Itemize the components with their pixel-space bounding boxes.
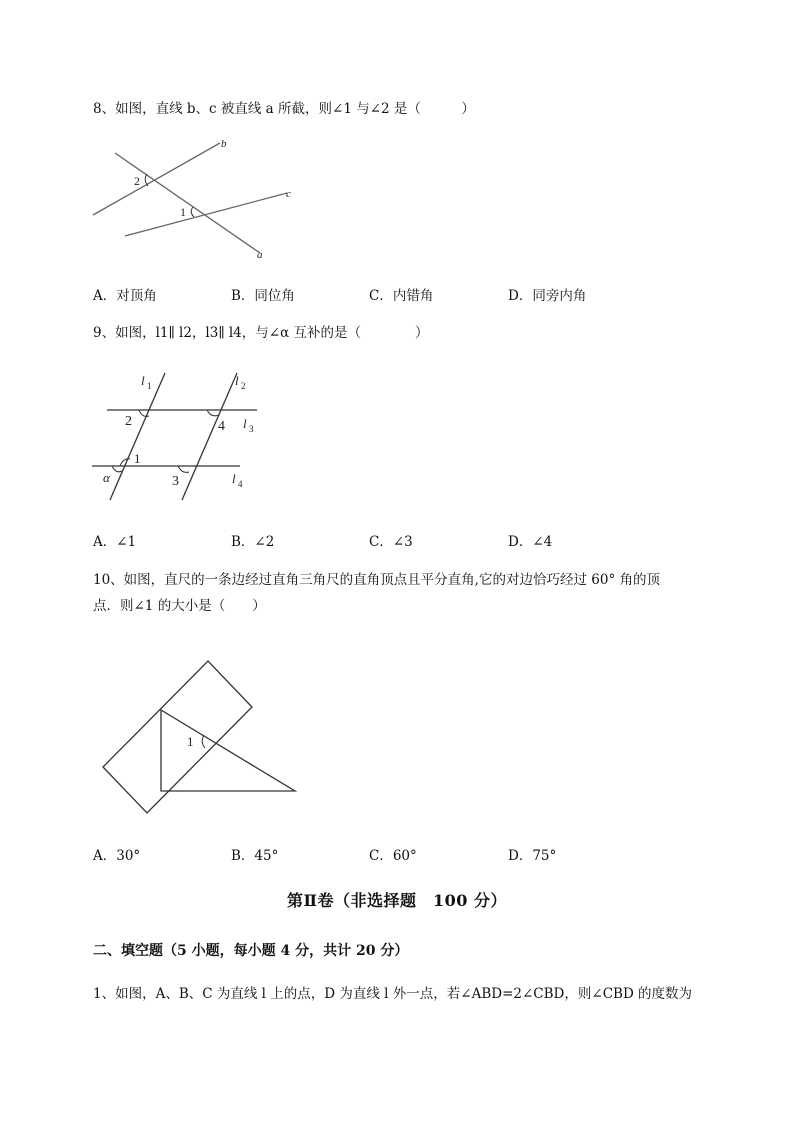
- label-a: a: [257, 249, 263, 261]
- line-c: [125, 193, 287, 236]
- line-b: [93, 143, 220, 215]
- angle-4-arc: [207, 410, 219, 416]
- option-b[interactable]: B．45°: [231, 848, 279, 864]
- question-8-text: 8、如图，直线 b、c 被直线 a 所截，则∠1 与∠2 是（ ）: [93, 101, 475, 117]
- label-1: 1: [134, 451, 141, 466]
- label-l3: l: [243, 416, 247, 431]
- angle-3-arc: [178, 466, 189, 472]
- question-9-figure: [90, 368, 270, 503]
- label-l1: l: [141, 373, 145, 388]
- option-c[interactable]: C．60°: [369, 848, 417, 864]
- line-a: [115, 153, 260, 253]
- option-d[interactable]: D．75°: [508, 848, 557, 864]
- option-b[interactable]: B．∠2: [231, 534, 275, 550]
- label-2: 2: [125, 414, 132, 429]
- question-10-figure: [95, 655, 305, 815]
- question-9-text: 9、如图，l1∥ l2，l3∥ l4，与∠α 互补的是（ ）: [93, 325, 429, 341]
- label-l3-sub: 3: [249, 424, 254, 434]
- section-title: 第Ⅱ卷（非选择题 100 分）: [287, 891, 507, 910]
- option-a[interactable]: A．30°: [93, 848, 141, 864]
- question-10-text-line2: 点．则∠1 的大小是（ ）: [93, 598, 266, 614]
- section-subtitle: 二、填空题（5 小题，每小题 4 分，共计 20 分）: [93, 943, 409, 959]
- ruler: [103, 661, 252, 813]
- label-angle-2: 2: [134, 174, 140, 188]
- label-angle-1: 1: [187, 734, 194, 749]
- label-l1-sub: 1: [147, 381, 152, 391]
- option-c[interactable]: C．内错角: [369, 288, 434, 304]
- label-l2: l: [235, 373, 239, 388]
- question-8-figure: [90, 135, 310, 265]
- line-l1: [110, 373, 165, 500]
- fill-question-1-text: 1、如图，A、B、C 为直线 l 上的点，D 为直线 l 外一点，若∠ABD=2∠CBD，则∠CBD 的度数为: [93, 986, 693, 1002]
- label-3: 3: [172, 474, 179, 489]
- option-c[interactable]: C．∠3: [369, 534, 413, 550]
- angle-alpha-arc: [112, 466, 122, 472]
- label-l4: l: [232, 471, 236, 486]
- label-l2-sub: 2: [241, 381, 246, 391]
- label-4: 4: [218, 419, 225, 434]
- label-l4-sub: 4: [238, 479, 243, 489]
- option-b[interactable]: B．同位角: [231, 288, 295, 304]
- option-d[interactable]: D．∠4: [508, 534, 553, 550]
- label-c: c: [286, 188, 291, 200]
- line-l2: [182, 373, 237, 500]
- question-10-text-line1: 10、如图，直尺的一条边经过直角三角尺的直角顶点且平分直角,它的对边恰巧经过 60° 角的顶: [93, 572, 660, 588]
- label-b: b: [221, 138, 227, 150]
- angle-1-arc: [191, 207, 194, 217]
- option-d[interactable]: D．同旁内角: [508, 288, 587, 304]
- option-a[interactable]: A．∠1: [93, 534, 137, 550]
- option-a[interactable]: A．对顶角: [93, 288, 157, 304]
- label-angle-1: 1: [180, 205, 186, 219]
- label-alpha: α: [103, 470, 110, 485]
